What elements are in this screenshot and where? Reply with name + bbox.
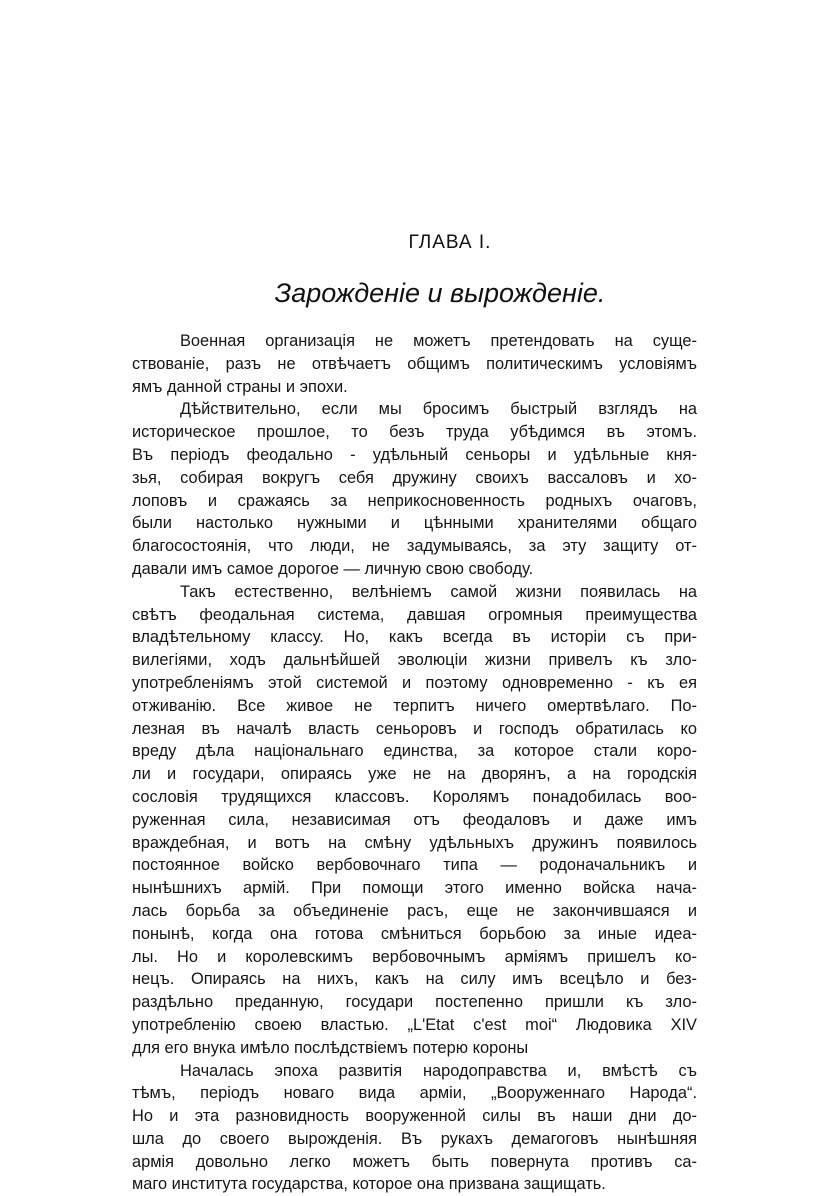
text-line: ствованіе, разъ не отвѣчаетъ общимъ политическимъ условіямъ (132, 353, 697, 376)
text-line: шла до своего вырожденія. Въ рукахъ демагоговъ нынѣшняя (132, 1128, 697, 1151)
paragraph-4 (132, 1060, 697, 1196)
text-line: Военная организація не можетъ претендовать на суще- (132, 330, 697, 353)
text-line: постоянное войско вербовочнаго типа — родоначальникъ и (132, 854, 697, 877)
text-line: благосостоянія, что люди, не задумываясь, за эту защиту от- (132, 535, 697, 558)
paragraph-3 (132, 581, 697, 1060)
text-line: раздѣльно преданную, государи постепенно пришли къ зло- (132, 991, 697, 1014)
text-line: сословія трудящихся классовъ. Королямъ понадобилась воо- (132, 786, 697, 809)
paragraph-1 (132, 330, 697, 398)
chapter-title: Зарожденіе и вырожденіе. (0, 278, 840, 309)
text-line: ямъ данной страны и эпохи. (132, 376, 697, 399)
paragraph-2 (132, 398, 697, 580)
text-line: зья, собирая вокругъ себя дружину своихъ вассаловъ и хо- (132, 467, 697, 490)
body-text (132, 330, 697, 1196)
text-line: владѣтельному классу. Но, какъ всегда въ исторіи съ при- (132, 626, 697, 649)
text-line: Дѣйствительно, если мы бросимъ быстрый взглядъ на (132, 398, 697, 421)
text-line: Началась эпоха развитія народоправства и, вмѣстѣ съ (132, 1060, 697, 1083)
text-line: лась борьба за объединеніе расъ, еще не закончившаяся и (132, 900, 697, 923)
text-line: употребленіямъ этой системой и поэтому одновременно - къ ея (132, 672, 697, 695)
text-line: историческое прошлое, то безъ труда убѣдимся въ этомъ. (132, 421, 697, 444)
text-line: нынѣшнихъ армій. При помощи этого именно войска нача- (132, 877, 697, 900)
text-line: тѣмъ, періодъ новаго вида арміи, „Вооруженнаго Народа“. (132, 1082, 697, 1105)
text-line: лоповъ и сражаясь за неприкосновенность родныхъ очаговъ, (132, 490, 697, 513)
text-line: Въ періодъ феодально - удѣльный сеньоры и удѣльные кня- (132, 444, 697, 467)
text-line: Но и эта разновидность вооруженной силы въ наши дни до- (132, 1105, 697, 1128)
text-line: употребленію своею властью. „L'Etat c'est moi“ Людовика XIV (132, 1014, 697, 1037)
text-line: лезная въ началѣ власть сеньоровъ и господъ обратилась ко (132, 718, 697, 741)
text-line: свѣтъ феодальная система, давшая огромныя преимущества (132, 604, 697, 627)
text-line: для его внука имѣло послѣдствіемъ потерю короны (132, 1037, 697, 1060)
text-line: руженная сила, независимая отъ феодаловъ и даже имъ (132, 809, 697, 832)
text-line: лы. Но и королевскимъ вербовочнымъ арміямъ пришелъ ко- (132, 946, 697, 969)
text-line: вреду дѣла національнаго единства, за которое стали коро- (132, 740, 697, 763)
chapter-label: ГЛАВА I. (0, 232, 840, 254)
text-line: Такъ естественно, велѣніемъ самой жизни появилась на (132, 581, 697, 604)
text-line: понынѣ, когда она готова смѣниться борьбою за иные идеа- (132, 923, 697, 946)
text-line: вилегіями, ходъ дальнѣйшей эволюціи жизни привелъ къ зло- (132, 649, 697, 672)
text-line: ли и государи, опираясь уже не на дворянъ, а на городскія (132, 763, 697, 786)
text-line: армія довольно легко можетъ быть повернута противъ са- (132, 1151, 697, 1174)
text-line: отживанію. Все живое не терпитъ ничего омертвѣлаго. По- (132, 695, 697, 718)
text-line: были настолько нужными и цѣнными хранителями общаго (132, 512, 697, 535)
text-line: нецъ. Опираясь на нихъ, какъ на силу имъ всецѣло и без- (132, 968, 697, 991)
text-line: давали имъ самое дорогое — личную свою свободу. (132, 558, 697, 581)
text-line: враждебная, и вотъ на смѣну удѣльныхъ дружинъ появилось (132, 832, 697, 855)
text-line: маго института государства, которое она призвана защищать. (132, 1173, 697, 1196)
